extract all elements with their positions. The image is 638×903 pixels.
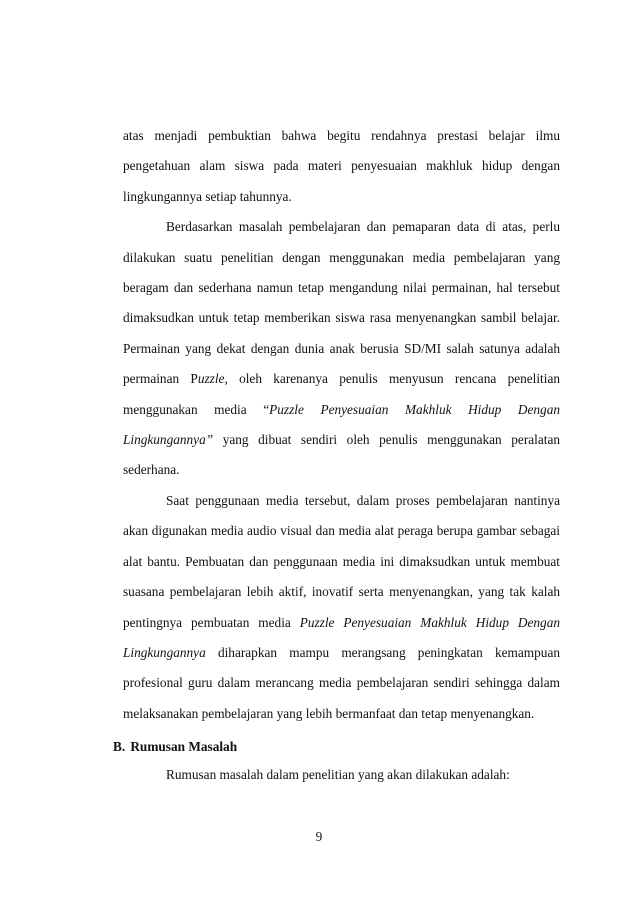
section-letter: B. <box>113 739 126 754</box>
paragraph-1 <box>123 121 560 212</box>
paragraph-3 <box>123 486 560 729</box>
section-heading <box>113 737 237 757</box>
text-span: , oleh karenanya penulis menyusun rencana penelitian menggunakan media “ <box>123 371 560 417</box>
text-span: yang dibuat sendiri oleh penulis menggunakan peralatan sederhana. <box>123 432 560 478</box>
body-text <box>123 121 560 729</box>
text-span: Puzzle Penyesuaian Makhluk Hidup Dengan Lingkungannya <box>123 614 561 660</box>
text-span: atas menjadi pembuktian bahwa begitu rendahnya prestasi belajar ilmu pengetahuan alam siswa pada materi penyesuaian makhluk hidup dengan lingkungannya setiap tahunnya. <box>123 128 560 204</box>
text-span: Berdasarkan masalah pembelajaran dan pemaparan data di atas, perlu dilakukan suatu penelitian dengan menggunakan media pembelajaran yang beragam dan sederhana namun tetap mengandung nilai permainan, hal tersebut dimaksudkan untuk tetap memberikan siswa rasa menyenangkan sambil belajar. Permainan yang dekat dengan dunia anak berusia SD/MI salah satunya adalah permainan P <box>123 219 560 387</box>
page-number: 9 <box>315 829 323 844</box>
text-span: uzzle <box>197 371 225 387</box>
text-span: Puzzle Penyesuaian Makhluk Hidup Dengan Lingkungannya” <box>123 401 560 448</box>
text-span: diharapkan mampu merangsang peningkatan kemampuan profesional guru dalam merancang media pembelajaran sendiri sehingga dalam melaksanakan pembelajaran yang lebih bermanfaat dan tetap menyenangkan. <box>123 644 560 721</box>
section-first-line: Rumusan masalah dalam penelitian yang akan dilakukan adalah: <box>166 767 510 782</box>
section-title: Rumusan Masalah <box>130 739 238 754</box>
paragraph-2 <box>123 212 560 486</box>
text-span: Saat penggunaan media tersebut, dalam proses pembelajaran nantinya akan digunakan media audio visual dan media alat peraga berupa gambar sebagai alat bantu. Pembuatan dan penggunaan media ini dimaksudkan untuk membuat suasana pembelajaran lebih aktif, inovatif serta menyenangkan, yang tak kalah pentingnya pembuatan media <box>123 492 560 630</box>
